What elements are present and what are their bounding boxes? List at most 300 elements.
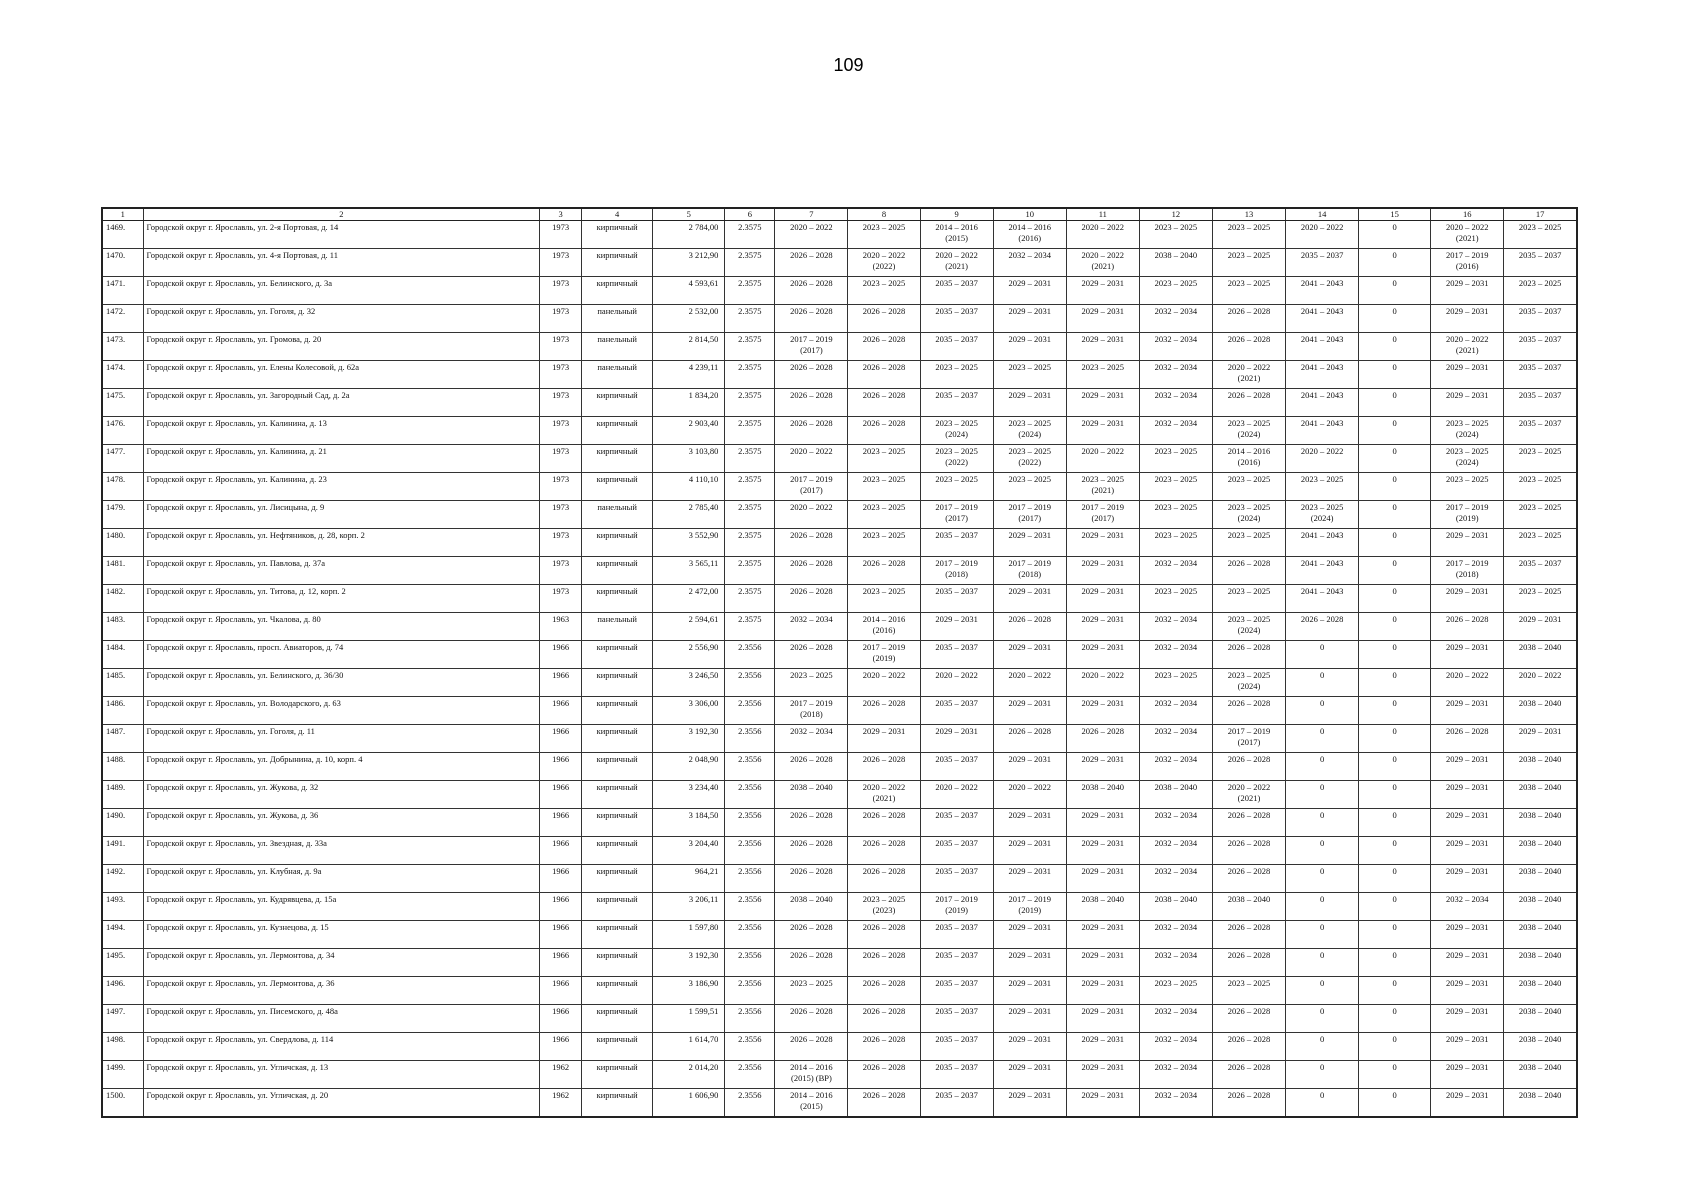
year-cell: 1973 [540, 333, 582, 361]
period-cell: 2026 – 2028 [1212, 1033, 1285, 1061]
table-row [102, 949, 1577, 977]
period-cell: 2035 – 2037 [1286, 249, 1359, 277]
period-cell: 2026 – 2028 [1212, 753, 1285, 781]
period-cell: 2014 – 2016 (2015) (ВР) [775, 1061, 848, 1089]
period-cell: 2029 – 2031 [993, 333, 1066, 361]
row-number-cell: 1485. [102, 669, 143, 697]
period-cell: 2029 – 2031 [1431, 837, 1504, 865]
value-cell: 0 [1359, 697, 1431, 725]
period-cell: 2020 – 2022 [920, 781, 993, 809]
period-cell: 2023 – 2025 [848, 445, 920, 473]
year-cell: 1966 [540, 781, 582, 809]
period-cell: 2017 – 2019 (2019) [920, 893, 993, 921]
column-header: 13 [1212, 208, 1285, 221]
period-cell: 2023 – 2025 [1139, 445, 1212, 473]
area-cell: 3 192,30 [653, 949, 725, 977]
area-cell: 4 593,61 [653, 277, 725, 305]
year-cell: 1963 [540, 613, 582, 641]
value-cell: 0 [1359, 641, 1431, 669]
coefficient-cell: 2.3556 [725, 865, 775, 893]
address-cell: Городской округ г. Ярославль, ул. Павлова, д. 37а [143, 557, 540, 585]
period-cell: 2032 – 2034 [1139, 837, 1212, 865]
period-cell: 2041 – 2043 [1286, 389, 1359, 417]
period-cell: 0 [1286, 809, 1359, 837]
value-cell: 0 [1359, 277, 1431, 305]
area-cell: 2 532,00 [653, 305, 725, 333]
area-cell: 964,21 [653, 865, 725, 893]
row-number-cell: 1476. [102, 417, 143, 445]
value-cell: 0 [1359, 361, 1431, 389]
period-cell: 2038 – 2040 [1504, 1033, 1577, 1061]
period-cell: 2023 – 2025 [1504, 529, 1577, 557]
row-number-cell: 1477. [102, 445, 143, 473]
coefficient-cell: 2.3575 [725, 249, 775, 277]
value-cell: 0 [1359, 1061, 1431, 1089]
area-cell: 2 472,00 [653, 585, 725, 613]
column-header: 11 [1066, 208, 1139, 221]
period-cell: 2023 – 2025 [848, 221, 920, 249]
period-cell: 0 [1286, 725, 1359, 753]
wall-material-cell: кирпичный [582, 529, 653, 557]
coefficient-cell: 2.3556 [725, 781, 775, 809]
wall-material-cell: панельный [582, 305, 653, 333]
period-cell: 2029 – 2031 [1066, 809, 1139, 837]
table-row [102, 529, 1577, 557]
period-cell: 2023 – 2025 [848, 501, 920, 529]
row-number-cell: 1487. [102, 725, 143, 753]
coefficient-cell: 2.3575 [725, 333, 775, 361]
area-cell: 3 184,50 [653, 809, 725, 837]
year-cell: 1973 [540, 585, 582, 613]
table-row [102, 333, 1577, 361]
address-cell: Городской округ г. Ярославль, ул. Калинина, д. 23 [143, 473, 540, 501]
period-cell: 2029 – 2031 [1431, 809, 1504, 837]
wall-material-cell: кирпичный [582, 277, 653, 305]
period-cell: 2035 – 2037 [920, 1033, 993, 1061]
period-cell: 2029 – 2031 [993, 1061, 1066, 1089]
period-cell: 2038 – 2040 [1066, 781, 1139, 809]
period-cell: 2020 – 2022 [775, 221, 848, 249]
value-cell: 0 [1359, 585, 1431, 613]
row-number-cell: 1482. [102, 585, 143, 613]
period-cell: 2038 – 2040 [1139, 781, 1212, 809]
period-cell: 2020 – 2022 [993, 669, 1066, 697]
row-number-cell: 1490. [102, 809, 143, 837]
wall-material-cell: кирпичный [582, 781, 653, 809]
period-cell: 2029 – 2031 [993, 921, 1066, 949]
period-cell: 2026 – 2028 [848, 697, 920, 725]
period-cell: 2038 – 2040 [775, 781, 848, 809]
year-cell: 1966 [540, 669, 582, 697]
wall-material-cell: кирпичный [582, 1061, 653, 1089]
period-cell: 2023 – 2025 (2024) [1212, 417, 1285, 445]
table-row [102, 753, 1577, 781]
coefficient-cell: 2.3575 [725, 277, 775, 305]
period-cell: 2032 – 2034 [1139, 725, 1212, 753]
area-cell: 2 048,90 [653, 753, 725, 781]
period-cell: 2038 – 2040 [1504, 893, 1577, 921]
period-cell: 2026 – 2028 [848, 305, 920, 333]
period-cell: 2038 – 2040 [1504, 1061, 1577, 1089]
area-cell: 4 110,10 [653, 473, 725, 501]
period-cell: 2035 – 2037 [920, 1061, 993, 1089]
coefficient-cell: 2.3556 [725, 1005, 775, 1033]
row-number-cell: 1479. [102, 501, 143, 529]
column-header: 7 [775, 208, 848, 221]
wall-material-cell: панельный [582, 613, 653, 641]
value-cell: 0 [1359, 305, 1431, 333]
period-cell: 2029 – 2031 [993, 949, 1066, 977]
period-cell: 2023 – 2025 [1139, 585, 1212, 613]
period-cell: 2014 – 2016 (2016) [993, 221, 1066, 249]
wall-material-cell: кирпичный [582, 865, 653, 893]
period-cell: 2035 – 2037 [920, 1005, 993, 1033]
period-cell: 2029 – 2031 [1431, 305, 1504, 333]
address-cell: Городской округ г. Ярославль, ул. Лермонтова, д. 34 [143, 949, 540, 977]
period-cell: 2023 – 2025 [1139, 473, 1212, 501]
period-cell: 2026 – 2028 [848, 1089, 920, 1117]
column-header: 2 [143, 208, 540, 221]
address-cell: Городской округ г. Ярославль, ул. Свердлова, д. 114 [143, 1033, 540, 1061]
period-cell: 2029 – 2031 [1431, 781, 1504, 809]
period-cell: 0 [1286, 1089, 1359, 1117]
column-header: 10 [993, 208, 1066, 221]
wall-material-cell: кирпичный [582, 1089, 653, 1117]
area-cell: 3 186,90 [653, 977, 725, 1005]
address-cell: Городской округ г. Ярославль, ул. Кузнецова, д. 15 [143, 921, 540, 949]
year-cell: 1973 [540, 361, 582, 389]
period-cell: 2038 – 2040 [1504, 697, 1577, 725]
period-cell: 2017 – 2019 (2019) [1431, 501, 1504, 529]
coefficient-cell: 2.3575 [725, 501, 775, 529]
table-row [102, 585, 1577, 613]
wall-material-cell: панельный [582, 501, 653, 529]
period-cell: 2029 – 2031 [1066, 333, 1139, 361]
period-cell: 2020 – 2022 [993, 781, 1066, 809]
period-cell: 2029 – 2031 [1066, 977, 1139, 1005]
area-cell: 3 206,11 [653, 893, 725, 921]
period-cell: 2029 – 2031 [1431, 865, 1504, 893]
period-cell: 2026 – 2028 [775, 837, 848, 865]
period-cell: 2026 – 2028 [775, 585, 848, 613]
address-cell: Городской округ г. Ярославль, ул. Белинского, д. 36/30 [143, 669, 540, 697]
address-cell: Городской округ г. Ярославль, просп. Авиаторов, д. 74 [143, 641, 540, 669]
period-cell: 2023 – 2025 [993, 361, 1066, 389]
year-cell: 1966 [540, 725, 582, 753]
table-row [102, 697, 1577, 725]
period-cell: 2029 – 2031 [1431, 949, 1504, 977]
period-cell: 2035 – 2037 [920, 697, 993, 725]
table-row [102, 725, 1577, 753]
year-cell: 1966 [540, 753, 582, 781]
period-cell: 2029 – 2031 [920, 613, 993, 641]
period-cell: 2026 – 2028 [775, 361, 848, 389]
period-cell: 2035 – 2037 [920, 641, 993, 669]
period-cell: 2026 – 2028 [848, 1061, 920, 1089]
wall-material-cell: панельный [582, 361, 653, 389]
period-cell: 2029 – 2031 [1066, 277, 1139, 305]
period-cell: 0 [1286, 837, 1359, 865]
period-cell: 2038 – 2040 [1504, 837, 1577, 865]
value-cell: 0 [1359, 781, 1431, 809]
period-cell: 2032 – 2034 [1139, 641, 1212, 669]
period-cell: 2032 – 2034 [1431, 893, 1504, 921]
row-number-cell: 1488. [102, 753, 143, 781]
period-cell: 2023 – 2025 (2024) [1212, 669, 1285, 697]
period-cell: 2026 – 2028 [775, 865, 848, 893]
wall-material-cell: кирпичный [582, 893, 653, 921]
wall-material-cell: кирпичный [582, 557, 653, 585]
period-cell: 2038 – 2040 [775, 893, 848, 921]
row-number-cell: 1473. [102, 333, 143, 361]
address-cell: Городской округ г. Ярославль, ул. Володарского, д. 63 [143, 697, 540, 725]
period-cell: 0 [1286, 669, 1359, 697]
period-cell: 2014 – 2016 (2015) [920, 221, 993, 249]
period-cell: 2026 – 2028 [848, 1005, 920, 1033]
year-cell: 1966 [540, 949, 582, 977]
address-cell: Городской округ г. Ярославль, ул. Нефтяников, д. 28, корп. 2 [143, 529, 540, 557]
wall-material-cell: кирпичный [582, 1033, 653, 1061]
period-cell: 2029 – 2031 [993, 305, 1066, 333]
value-cell: 0 [1359, 753, 1431, 781]
table-body [102, 221, 1577, 1117]
address-cell: Городской округ г. Ярославль, ул. Калинина, д. 13 [143, 417, 540, 445]
row-number-cell: 1481. [102, 557, 143, 585]
coefficient-cell: 2.3575 [725, 473, 775, 501]
period-cell: 2026 – 2028 [1212, 305, 1285, 333]
period-cell: 0 [1286, 893, 1359, 921]
value-cell: 0 [1359, 837, 1431, 865]
period-cell: 2032 – 2034 [1139, 417, 1212, 445]
period-cell: 2038 – 2040 [1139, 249, 1212, 277]
period-cell: 2035 – 2037 [920, 333, 993, 361]
period-cell: 2029 – 2031 [1066, 1089, 1139, 1117]
table-row [102, 893, 1577, 921]
period-cell: 2017 – 2019 (2017) [775, 473, 848, 501]
period-cell: 2026 – 2028 [1212, 865, 1285, 893]
period-cell: 2041 – 2043 [1286, 529, 1359, 557]
area-cell: 3 234,40 [653, 781, 725, 809]
coefficient-cell: 2.3575 [725, 361, 775, 389]
period-cell: 2032 – 2034 [1139, 613, 1212, 641]
year-cell: 1973 [540, 473, 582, 501]
period-cell: 2029 – 2031 [1431, 1089, 1504, 1117]
period-cell: 2029 – 2031 [993, 641, 1066, 669]
year-cell: 1973 [540, 529, 582, 557]
period-cell: 2035 – 2037 [920, 921, 993, 949]
period-cell: 2029 – 2031 [848, 725, 920, 753]
period-cell: 2035 – 2037 [1504, 417, 1577, 445]
table-row [102, 557, 1577, 585]
period-cell: 2026 – 2028 [775, 529, 848, 557]
period-cell: 2026 – 2028 [848, 865, 920, 893]
period-cell: 2029 – 2031 [1431, 921, 1504, 949]
year-cell: 1973 [540, 249, 582, 277]
period-cell: 2023 – 2025 [920, 473, 993, 501]
wall-material-cell: кирпичный [582, 669, 653, 697]
period-cell: 2023 – 2025 [848, 473, 920, 501]
period-cell: 2023 – 2025 [1504, 585, 1577, 613]
period-cell: 2023 – 2025 [1212, 529, 1285, 557]
wall-material-cell: кирпичный [582, 949, 653, 977]
value-cell: 0 [1359, 249, 1431, 277]
column-header: 4 [582, 208, 653, 221]
value-cell: 0 [1359, 669, 1431, 697]
wall-material-cell: кирпичный [582, 249, 653, 277]
period-cell: 0 [1286, 949, 1359, 977]
period-cell: 2026 – 2028 [848, 557, 920, 585]
period-cell: 2029 – 2031 [1066, 949, 1139, 977]
area-cell: 3 552,90 [653, 529, 725, 557]
period-cell: 2026 – 2028 [1212, 557, 1285, 585]
wall-material-cell: кирпичный [582, 417, 653, 445]
period-cell: 2023 – 2025 (2021) [1066, 473, 1139, 501]
period-cell: 2032 – 2034 [1139, 697, 1212, 725]
period-cell: 2023 – 2025 (2024) [920, 417, 993, 445]
area-cell: 3 192,30 [653, 725, 725, 753]
area-cell: 3 306,00 [653, 697, 725, 725]
coefficient-cell: 2.3575 [725, 529, 775, 557]
address-cell: Городской округ г. Ярославль, ул. Чкалова, д. 80 [143, 613, 540, 641]
period-cell: 2041 – 2043 [1286, 361, 1359, 389]
row-number-cell: 1495. [102, 949, 143, 977]
period-cell: 2023 – 2025 [993, 473, 1066, 501]
period-cell: 2023 – 2025 [848, 585, 920, 613]
table-row [102, 1005, 1577, 1033]
period-cell: 2029 – 2031 [1066, 585, 1139, 613]
year-cell: 1966 [540, 641, 582, 669]
coefficient-cell: 2.3575 [725, 305, 775, 333]
table-header-row [102, 208, 1577, 221]
period-cell: 2035 – 2037 [920, 949, 993, 977]
row-number-cell: 1478. [102, 473, 143, 501]
period-cell: 2023 – 2025 (2024) [1212, 613, 1285, 641]
coefficient-cell: 2.3556 [725, 1089, 775, 1117]
wall-material-cell: кирпичный [582, 977, 653, 1005]
period-cell: 2026 – 2028 [848, 333, 920, 361]
period-cell: 2041 – 2043 [1286, 277, 1359, 305]
table-row [102, 277, 1577, 305]
address-cell: Городской округ г. Ярославль, ул. Гоголя, д. 11 [143, 725, 540, 753]
value-cell: 0 [1359, 1005, 1431, 1033]
period-cell: 2020 – 2022 (2021) [920, 249, 993, 277]
period-cell: 2029 – 2031 [1431, 1033, 1504, 1061]
table-row [102, 809, 1577, 837]
table-row [102, 417, 1577, 445]
column-header: 16 [1431, 208, 1504, 221]
year-cell: 1973 [540, 445, 582, 473]
area-cell: 2 556,90 [653, 641, 725, 669]
period-cell: 2026 – 2028 [1212, 1089, 1285, 1117]
period-cell: 2038 – 2040 [1504, 949, 1577, 977]
year-cell: 1966 [540, 697, 582, 725]
row-number-cell: 1493. [102, 893, 143, 921]
row-number-cell: 1472. [102, 305, 143, 333]
year-cell: 1973 [540, 501, 582, 529]
period-cell: 2032 – 2034 [1139, 361, 1212, 389]
area-cell: 3 204,40 [653, 837, 725, 865]
value-cell: 0 [1359, 977, 1431, 1005]
year-cell: 1973 [540, 221, 582, 249]
period-cell: 2029 – 2031 [993, 837, 1066, 865]
period-cell: 2029 – 2031 [1066, 753, 1139, 781]
area-cell: 4 239,11 [653, 361, 725, 389]
coefficient-cell: 2.3575 [725, 585, 775, 613]
period-cell: 2017 – 2019 (2016) [1431, 249, 1504, 277]
period-cell: 2029 – 2031 [1066, 1033, 1139, 1061]
period-cell: 2029 – 2031 [993, 529, 1066, 557]
period-cell: 2026 – 2028 [1212, 333, 1285, 361]
period-cell: 2029 – 2031 [1431, 753, 1504, 781]
address-cell: Городской округ г. Ярославль, ул. Угличская, д. 13 [143, 1061, 540, 1089]
period-cell: 2029 – 2031 [993, 1089, 1066, 1117]
period-cell: 2026 – 2028 [993, 725, 1066, 753]
period-cell: 2017 – 2019 (2017) [920, 501, 993, 529]
wall-material-cell: кирпичный [582, 641, 653, 669]
row-number-cell: 1498. [102, 1033, 143, 1061]
period-cell: 2026 – 2028 [775, 305, 848, 333]
period-cell: 2032 – 2034 [1139, 1061, 1212, 1089]
period-cell: 2020 – 2022 [1504, 669, 1577, 697]
period-cell: 2020 – 2022 [1066, 221, 1139, 249]
coefficient-cell: 2.3556 [725, 725, 775, 753]
value-cell: 0 [1359, 417, 1431, 445]
table-row [102, 641, 1577, 669]
address-cell: Городской округ г. Ярославль, ул. Гоголя, д. 32 [143, 305, 540, 333]
period-cell: 2041 – 2043 [1286, 585, 1359, 613]
period-cell: 2026 – 2028 [775, 277, 848, 305]
period-cell: 2026 – 2028 [1212, 921, 1285, 949]
value-cell: 0 [1359, 389, 1431, 417]
period-cell: 2038 – 2040 [1504, 781, 1577, 809]
period-cell: 2026 – 2028 [848, 949, 920, 977]
period-cell: 2020 – 2022 (2021) [1431, 333, 1504, 361]
period-cell: 2035 – 2037 [1504, 249, 1577, 277]
table-row [102, 389, 1577, 417]
period-cell: 2029 – 2031 [920, 725, 993, 753]
period-cell: 2032 – 2034 [1139, 333, 1212, 361]
period-cell: 2017 – 2019 (2019) [993, 893, 1066, 921]
period-cell: 2035 – 2037 [920, 977, 993, 1005]
area-cell: 3 212,90 [653, 249, 725, 277]
period-cell: 2023 – 2025 [1066, 361, 1139, 389]
year-cell: 1973 [540, 305, 582, 333]
wall-material-cell: кирпичный [582, 753, 653, 781]
value-cell: 0 [1359, 473, 1431, 501]
coefficient-cell: 2.3575 [725, 557, 775, 585]
year-cell: 1966 [540, 809, 582, 837]
period-cell: 2029 – 2031 [1431, 1061, 1504, 1089]
value-cell: 0 [1359, 445, 1431, 473]
period-cell: 0 [1286, 1005, 1359, 1033]
area-cell: 2 814,50 [653, 333, 725, 361]
coefficient-cell: 2.3556 [725, 1061, 775, 1089]
area-cell: 3 246,50 [653, 669, 725, 697]
period-cell: 0 [1286, 977, 1359, 1005]
value-cell: 0 [1359, 613, 1431, 641]
period-cell: 2038 – 2040 [1504, 977, 1577, 1005]
table-row [102, 249, 1577, 277]
period-cell: 2032 – 2034 [1139, 1005, 1212, 1033]
coefficient-cell: 2.3575 [725, 417, 775, 445]
period-cell: 2032 – 2034 [1139, 1089, 1212, 1117]
period-cell: 2026 – 2028 [775, 557, 848, 585]
table-row [102, 669, 1577, 697]
area-cell: 2 785,40 [653, 501, 725, 529]
address-cell: Городской округ г. Ярославль, ул. Громова, д. 20 [143, 333, 540, 361]
wall-material-cell: кирпичный [582, 809, 653, 837]
year-cell: 1966 [540, 865, 582, 893]
